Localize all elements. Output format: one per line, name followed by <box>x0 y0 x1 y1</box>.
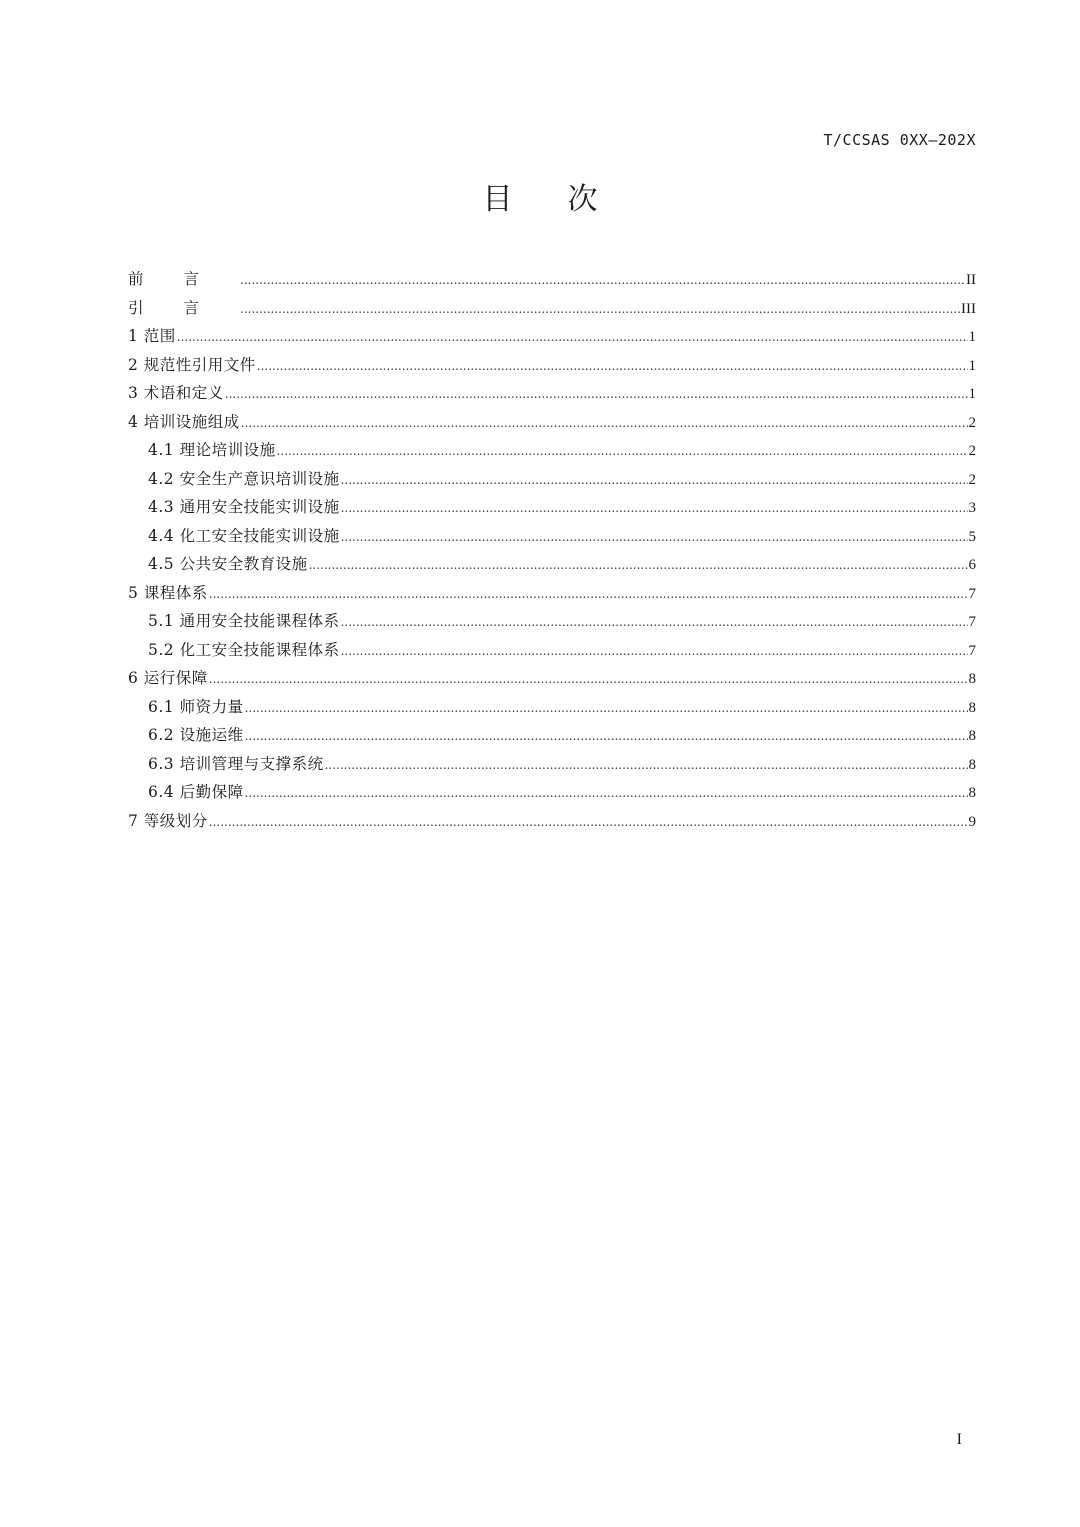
toc-dot-leader <box>325 750 968 780</box>
toc-entry[interactable] <box>128 579 976 608</box>
toc-dot-leader <box>257 351 968 381</box>
toc-entry[interactable] <box>128 607 976 636</box>
toc-entry-label: 6.3 培训管理与支撑系统 <box>148 754 324 773</box>
toc-entry-page: 2 <box>968 414 976 431</box>
toc-entry[interactable] <box>128 664 976 693</box>
toc-dot-leader <box>225 379 968 409</box>
toc-dot-leader <box>209 807 968 837</box>
toc-entry-page: III <box>961 300 976 317</box>
toc-entry[interactable] <box>128 693 976 722</box>
toc-entry-label: 4.3 通用安全技能实训设施 <box>148 498 340 516</box>
toc-entry-label: 6.2 设施运维 <box>148 726 244 744</box>
toc-entry[interactable] <box>128 778 976 807</box>
toc-dot-leader <box>341 636 968 666</box>
toc-dot-leader <box>177 322 968 352</box>
toc-entry-page: 1 <box>968 357 976 374</box>
toc-entry-page: 7 <box>968 614 976 630</box>
toc-entry-label: 4.1 理论培训设施 <box>148 441 276 459</box>
toc-entry-label: 3 术语和定义 <box>128 384 224 402</box>
toc-entry-label: 1 范围 <box>128 327 176 345</box>
toc-entry[interactable] <box>128 436 976 465</box>
toc-entry[interactable] <box>128 379 976 408</box>
toc-entry[interactable] <box>128 522 976 551</box>
toc-entry-page: 7 <box>968 642 976 659</box>
toc-entry-label: 4.5 公共安全教育设施 <box>148 555 308 573</box>
toc-entry-page: 8 <box>968 785 976 801</box>
toc-entry[interactable] <box>128 322 976 351</box>
toc-dot-leader <box>341 607 968 637</box>
toc-dot-leader <box>245 778 968 808</box>
toc-entry-page: 3 <box>968 500 976 516</box>
toc-entry-page: 8 <box>968 728 976 744</box>
toc-entry-label: 5.1 通用安全技能课程体系 <box>148 612 340 630</box>
toc-entry[interactable] <box>128 636 976 665</box>
toc-entry-label: 5 课程体系 <box>128 583 208 602</box>
toc-dot-leader <box>240 265 965 295</box>
toc-entry-label: 4 培训设施组成 <box>128 412 240 431</box>
toc-entry-page: 6 <box>968 557 976 573</box>
toc-entry-label: 引言 <box>128 298 240 317</box>
toc-dot-leader <box>245 721 968 751</box>
toc-entry-label: 6.1 师资力量 <box>148 697 244 716</box>
toc-entry-page: 9 <box>968 813 976 830</box>
toc-dot-leader <box>341 465 968 495</box>
toc-entry-label: 5.2 化工安全技能课程体系 <box>148 640 340 659</box>
toc-entry[interactable] <box>128 750 976 779</box>
toc-dot-leader <box>341 493 968 523</box>
toc-dot-leader <box>245 693 968 723</box>
toc-entry-page: 5 <box>968 528 976 545</box>
toc-entry-page: 8 <box>968 699 976 716</box>
toc-entry-label: 6.4 后勤保障 <box>148 783 244 801</box>
document-id: T/CCSAS 0XX—202X <box>823 131 976 149</box>
toc-entry-label: 4.2 安全生产意识培训设施 <box>148 469 340 488</box>
toc-dot-leader <box>309 550 968 580</box>
toc-dot-leader <box>341 522 968 552</box>
toc-entry-page: 7 <box>968 585 976 602</box>
toc-entry-page: 1 <box>968 386 976 402</box>
toc-entry-label: 2 规范性引用文件 <box>128 355 256 374</box>
toc-entry-page: 2 <box>968 471 976 488</box>
toc-dot-leader <box>277 436 968 466</box>
toc-entry[interactable] <box>128 294 976 323</box>
toc-entry-page: 8 <box>968 756 976 773</box>
page-title: 目次 <box>482 182 653 217</box>
toc-entry-page: 8 <box>968 671 976 687</box>
toc-entry-page: II <box>966 272 976 288</box>
toc-entry[interactable] <box>128 465 976 494</box>
toc-entry[interactable] <box>128 408 976 437</box>
toc-entry[interactable] <box>128 550 976 579</box>
toc-entry[interactable] <box>128 351 976 380</box>
toc-entry-label: 前言 <box>128 270 240 288</box>
toc-entry-page: 1 <box>968 329 976 345</box>
toc-dot-leader <box>209 579 968 609</box>
toc-entry-label: 4.4 化工安全技能实训设施 <box>148 526 340 545</box>
toc-entry-page: 2 <box>968 443 976 459</box>
toc-entry-label: 6 运行保障 <box>128 669 208 687</box>
page-number: I <box>956 1431 962 1448</box>
toc-dot-leader <box>240 294 960 324</box>
toc-entry[interactable] <box>128 493 976 522</box>
toc-dot-leader <box>209 664 968 694</box>
toc-entry[interactable] <box>128 265 976 294</box>
toc-dot-leader <box>241 408 968 438</box>
toc-entry[interactable] <box>128 807 976 836</box>
toc-entry[interactable] <box>128 721 976 750</box>
table-of-contents <box>128 265 976 835</box>
toc-entry-label: 7 等级划分 <box>128 811 208 830</box>
